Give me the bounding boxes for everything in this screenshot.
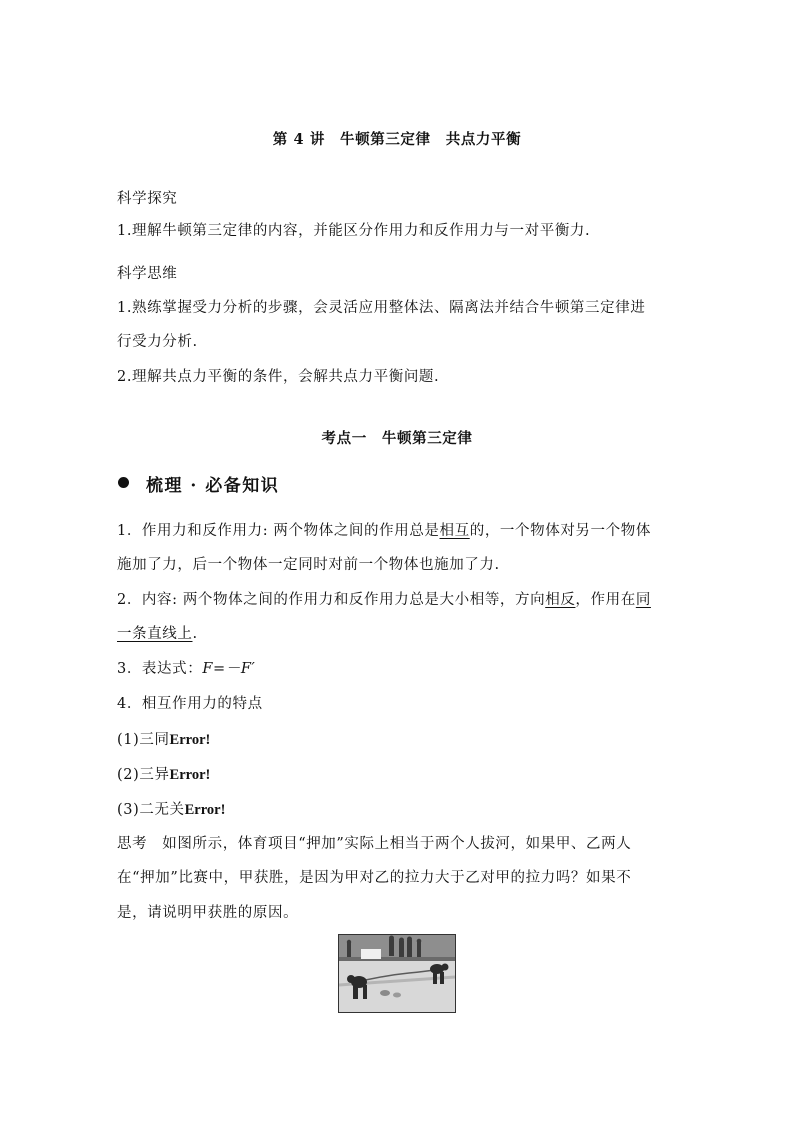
point-2-text-a: 2．内容: 两个物体之间的作用力和反作用力总是大小相等，方向 (117, 592, 546, 608)
point-2-text-b: ，作用在 (575, 592, 636, 608)
point-2-end: . (192, 626, 198, 642)
point-2-line2 (117, 622, 198, 643)
section-heading-science-inquiry: 科学探究 (117, 191, 178, 207)
point-4-sub-2-label: (2)三异 (117, 767, 170, 783)
point-3-label: 3．表达式： (117, 661, 203, 677)
point-4-sub-2 (117, 763, 210, 784)
error-field-2: Error! (169, 767, 211, 783)
thinking-item-1-line2: 行受力分析. (117, 334, 198, 350)
point-2-underlined-term-3: 一条直线上 (117, 626, 193, 642)
point-2-underlined-term-1: 相反 (545, 592, 576, 608)
thinking-item-1-line1: 1.熟练掌握受力分析的步骤，会灵活应用整体法、隔离法并结合牛顿第三定律进 (117, 300, 646, 316)
error-field-3: Error! (184, 802, 226, 818)
point-1-line1 (117, 519, 651, 540)
point-4: 4．相互作用力的特点 (117, 696, 263, 712)
think-line-1: 思考 如图所示，体育项目“押加”实际上相当于两个人拔河，如果甲、乙两人 (117, 836, 632, 852)
point-1-line2: 施加了力，后一个物体一定同时对前一个物体也施加了力. (117, 557, 500, 573)
page-title: 第 4 讲 牛顿第三定律 共点力平衡 (272, 131, 522, 148)
topic-heading: 考点一 牛顿第三定律 (321, 430, 473, 447)
bullet-icon (118, 477, 129, 488)
section-heading-science-thinking: 科学思维 (117, 266, 178, 282)
point-4-sub-1 (117, 728, 210, 749)
think-line-3: 是，请说明甲获胜的原因。 (117, 905, 299, 921)
inquiry-item-1: 1.理解牛顿第三定律的内容，并能区分作用力和反作用力与一对平衡力. (117, 223, 591, 239)
point-4-sub-3-label: (3)二无关 (117, 802, 185, 818)
think-line-2: 在“押加”比赛中，甲获胜，是因为甲对乙的拉力大于乙对甲的拉力吗？如果不 (117, 870, 632, 886)
point-3 (117, 657, 255, 678)
thinking-item-2: 2.理解共点力平衡的条件，会解共点力平衡问题. (117, 369, 440, 385)
point-1-text-b: 的，一个物体对另一个物体 (469, 523, 651, 539)
point-1-underlined-term: 相互 (439, 523, 470, 539)
point-4-sub-3 (117, 798, 225, 819)
point-1-text-a: 1．作用力和反作用力: 两个物体之间的作用总是 (117, 523, 440, 539)
yajia-tug-of-war-photo (338, 934, 456, 1013)
point-2-underlined-term-2: 同 (635, 592, 651, 608)
error-field-1: Error! (169, 732, 211, 748)
point-4-sub-1-label: (1)三同 (117, 732, 170, 748)
point-2-line1 (117, 588, 651, 609)
topic-subheading: 梳理 · 必备知识 (146, 476, 280, 496)
point-3-formula: F=－F′ (202, 661, 256, 677)
